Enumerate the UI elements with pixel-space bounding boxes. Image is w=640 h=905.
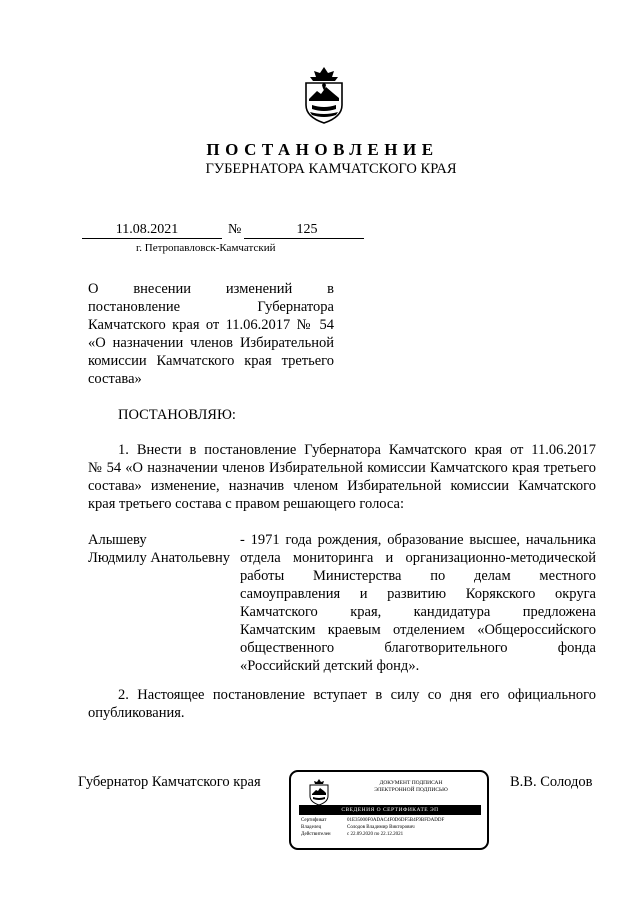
paragraph-line: 1. Внести в постановление Губернатора Камчатского края от 11.06.2017 — [118, 442, 596, 458]
stamp-row-key: Действителен — [301, 832, 331, 837]
paragraph-line: состава» изменение, назначив членом Избирательной комиссии Камчатского — [88, 478, 596, 494]
paragraph-2 — [88, 686, 596, 722]
paragraph-line: № 54 «О назначении членов Избирательной комиссии Камчатского края третьего — [88, 460, 596, 476]
paragraph-line: 2. Настоящее постановление вступает в силу со дня его официального — [118, 687, 596, 703]
stamp-row-key: Сертификат — [301, 818, 327, 823]
description-line: «Российский детский фонд». — [240, 658, 420, 674]
appointee-surname: Алышеву — [88, 532, 147, 548]
document-subtitle: ГУБЕРНАТОРА КАМЧАТСКОГО КРАЯ — [205, 161, 457, 177]
paragraph-line: опубликования. — [88, 705, 185, 721]
signatory-role: Губернатор Камчатского края — [78, 774, 261, 790]
description-line: работы Министерства по делам местного — [240, 568, 596, 584]
stamp-row-value: 01E35000F0ADAC4F0D6DF5B4F9BFDADDF — [347, 818, 445, 823]
subject-line: состава» — [88, 371, 142, 387]
document-title: ПОСТАНОВЛЕНИЕ — [206, 140, 439, 159]
document-subject — [88, 280, 334, 388]
stamp-row-value: с 22.09.2020 по 22.12.2021 — [347, 832, 404, 837]
description-line: Камчатским краевым отделением «Общероссийского — [240, 622, 596, 638]
paragraph-1 — [88, 441, 596, 513]
signatory-name: В.В. Солодов — [510, 774, 593, 790]
document-number: 125 — [296, 222, 318, 237]
number-underline — [244, 238, 364, 239]
date-underline — [82, 238, 222, 239]
document-date: 11.08.2021 — [115, 222, 179, 237]
description-line: Камчатского края, кандидатура предложена — [240, 604, 596, 620]
stamp-header-line: ДОКУМЕНТ ПОДПИСАН — [379, 780, 443, 786]
electronic-signature-stamp — [289, 770, 489, 850]
stamp-certificate-bar: СВЕДЕНИЯ О СЕРТИФИКАТЕ ЭП — [299, 805, 481, 815]
description-line: общественного благотворительного фонда — [240, 640, 596, 656]
city-label: г. Петропавловск-Камчатский — [136, 242, 276, 254]
coat-of-arms-icon — [300, 65, 348, 125]
subject-line: «О назначении членов Избирательной — [88, 335, 334, 351]
description-line: отдела мониторинга и организационно-методической — [240, 550, 596, 566]
subject-line: Камчатского края от 11.06.2017 № 54 — [88, 317, 334, 333]
subject-line: О внесении изменений в — [88, 281, 334, 297]
stamp-crest-icon — [307, 778, 331, 806]
description-line: - 1971 года рождения, образование высшее, начальника — [240, 532, 596, 548]
subject-line: комиссии Камчатского края третьего — [88, 353, 334, 369]
stamp-header — [346, 780, 476, 794]
number-sign: № — [228, 222, 242, 237]
subject-line: постановление Губернатора — [88, 299, 334, 315]
stamp-row-key: Владелец — [301, 825, 322, 830]
decree-heading: ПОСТАНОВЛЯЮ: — [118, 407, 236, 423]
appointee-description — [240, 531, 596, 675]
stamp-header-line: ЭЛЕКТРОННОЙ ПОДПИСЬЮ — [374, 787, 448, 793]
stamp-row-value: Солодов Владимир Викторович — [347, 825, 415, 830]
appointee-given-names: Людмилу Анатольевну — [88, 550, 230, 566]
description-line: самоуправления и развитию Корякского округа — [240, 586, 596, 602]
appointee-name — [88, 531, 238, 567]
paragraph-line: края третьего состава с правом решающего голоса: — [88, 496, 404, 512]
